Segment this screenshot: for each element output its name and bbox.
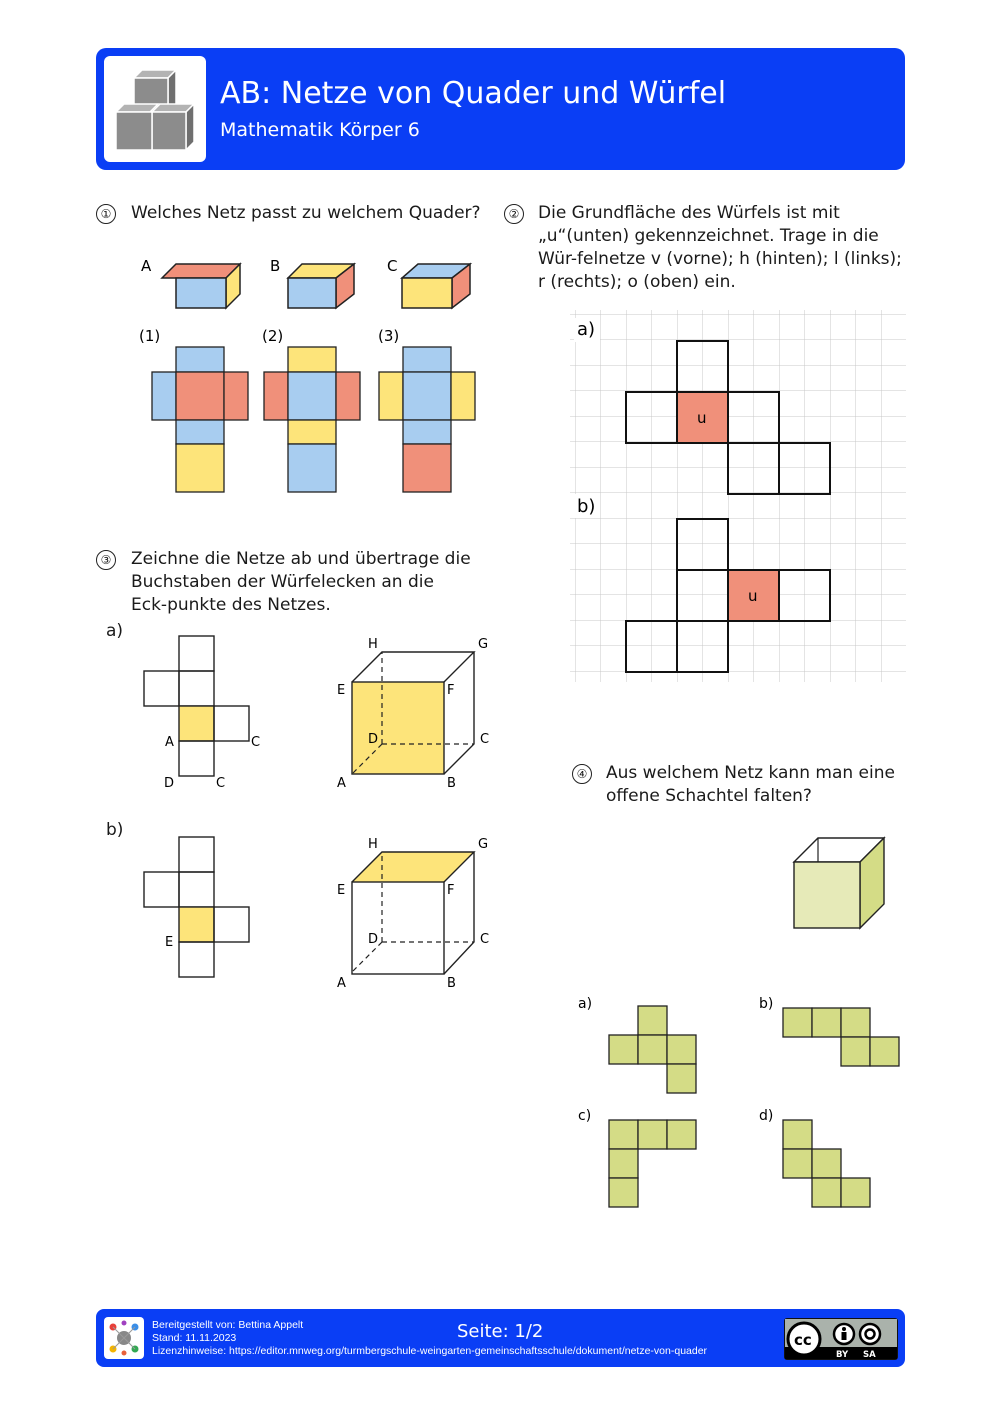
net-2 bbox=[264, 347, 360, 492]
option-b-label: b) bbox=[759, 996, 774, 1012]
task4-text: Aus welchem Netz kann man eine offene Schachtel falten? bbox=[606, 763, 895, 806]
task3-part-a: a) bbox=[106, 621, 124, 641]
task3-text: Zeichne die Netze ab und übertrage die Buchstaben der Würfelecken an die Eck-punkte des Netzes. bbox=[131, 549, 471, 615]
task1-text: Welches Netz passt zu welchem Quader? bbox=[131, 203, 481, 223]
cube-b-h: H bbox=[368, 837, 378, 852]
cube-a-d: D bbox=[368, 732, 379, 747]
task1-figure bbox=[130, 248, 490, 498]
cube-a-h: H bbox=[368, 637, 378, 652]
footer-provided-by: Bereitgestellt von: Bettina Appelt bbox=[152, 1319, 304, 1331]
net-label-1: (1) bbox=[139, 327, 161, 345]
box-c bbox=[402, 264, 470, 308]
stacked-cubes-icon bbox=[104, 56, 206, 162]
task3-number: ③ bbox=[96, 550, 116, 570]
task4-number: ④ bbox=[572, 764, 592, 784]
footer-license[interactable]: Lizenzhinweise: https://editor.mnweg.org/turmbergschule-weingarten-gemeinschaftsschule/dokument/netze-von-quader bbox=[152, 1345, 708, 1357]
school-logo-icon bbox=[104, 1317, 144, 1359]
page-subtitle: Mathematik Körper 6 bbox=[220, 119, 420, 141]
net-a-label-c1: C bbox=[251, 735, 261, 750]
cube-a-c: C bbox=[480, 732, 490, 747]
option-c-label: c) bbox=[578, 1108, 592, 1124]
open-box-figure bbox=[790, 834, 890, 934]
task2-base-a: u bbox=[697, 409, 707, 427]
task2-base-b: u bbox=[748, 587, 758, 605]
box-a bbox=[162, 264, 240, 308]
option-b-net bbox=[783, 1008, 899, 1066]
task3-figure bbox=[130, 630, 500, 1000]
option-d-net bbox=[783, 1120, 870, 1207]
task3-cube-a bbox=[352, 652, 474, 774]
cc-by-label: BY bbox=[836, 1350, 849, 1359]
box-label-b: B bbox=[270, 257, 281, 275]
task2-grid-figure bbox=[570, 310, 906, 682]
net-b-label-e: E bbox=[165, 935, 174, 950]
net-label-3: (3) bbox=[378, 327, 400, 345]
cube-a-e: E bbox=[337, 683, 346, 698]
task1-number: ① bbox=[96, 204, 116, 224]
task3-cube-b bbox=[352, 852, 474, 974]
cube-a-a: A bbox=[337, 776, 346, 791]
task2-part-a: a) bbox=[577, 319, 596, 340]
box-b bbox=[288, 264, 354, 308]
footer-page-number: Seite: 1/2 bbox=[457, 1321, 544, 1342]
task4-options-figure bbox=[574, 990, 910, 1220]
cube-b-e: E bbox=[337, 883, 346, 898]
net-a-label-c2: C bbox=[216, 776, 226, 791]
svg-text:cc: cc bbox=[794, 1331, 812, 1349]
cube-b-d: D bbox=[368, 932, 379, 947]
net-a-label-a: A bbox=[165, 735, 174, 750]
cube-b-c: C bbox=[480, 932, 490, 947]
cube-a-b: B bbox=[447, 776, 456, 791]
option-a-label: a) bbox=[578, 996, 593, 1012]
task3-net-a bbox=[144, 636, 249, 776]
cubes-logo bbox=[104, 56, 206, 162]
net-1 bbox=[152, 347, 248, 492]
cc-license-badge[interactable] bbox=[784, 1318, 898, 1360]
task2-text: Die Grundfläche des Würfels ist mit „u“(unten) gekennzeichnet. Trage in die Wür-felnetze v (vorne); h (hinten); l (links); r (rechts); o (oben) ein. bbox=[538, 203, 902, 292]
page-footer bbox=[96, 1309, 905, 1367]
option-c-net bbox=[609, 1120, 696, 1207]
net-a-label-d: D bbox=[164, 776, 175, 791]
task2-part-b: b) bbox=[577, 496, 596, 517]
option-d-label: d) bbox=[759, 1108, 774, 1124]
footer-date: Stand: 11.11.2023 bbox=[152, 1332, 237, 1344]
cube-b-a: A bbox=[337, 976, 346, 991]
box-label-c: C bbox=[387, 257, 398, 275]
task3-net-b bbox=[144, 837, 249, 977]
cc-sa-label: SA bbox=[863, 1350, 876, 1359]
cube-b-g: G bbox=[478, 837, 489, 852]
page-title: AB: Netze von Quader und Würfel bbox=[220, 76, 727, 111]
cube-a-g: G bbox=[478, 637, 489, 652]
option-a-net bbox=[609, 1006, 696, 1093]
cube-b-b: B bbox=[447, 976, 456, 991]
cube-a-f: F bbox=[447, 683, 455, 698]
net-label-2: (2) bbox=[262, 327, 284, 345]
page-header bbox=[96, 48, 905, 170]
cube-b-f: F bbox=[447, 883, 455, 898]
task3-part-b: b) bbox=[106, 820, 124, 840]
net-3 bbox=[379, 347, 475, 492]
task2-number: ② bbox=[504, 204, 524, 224]
box-label-a: A bbox=[141, 257, 152, 275]
cc-by-sa-icon bbox=[785, 1319, 897, 1359]
